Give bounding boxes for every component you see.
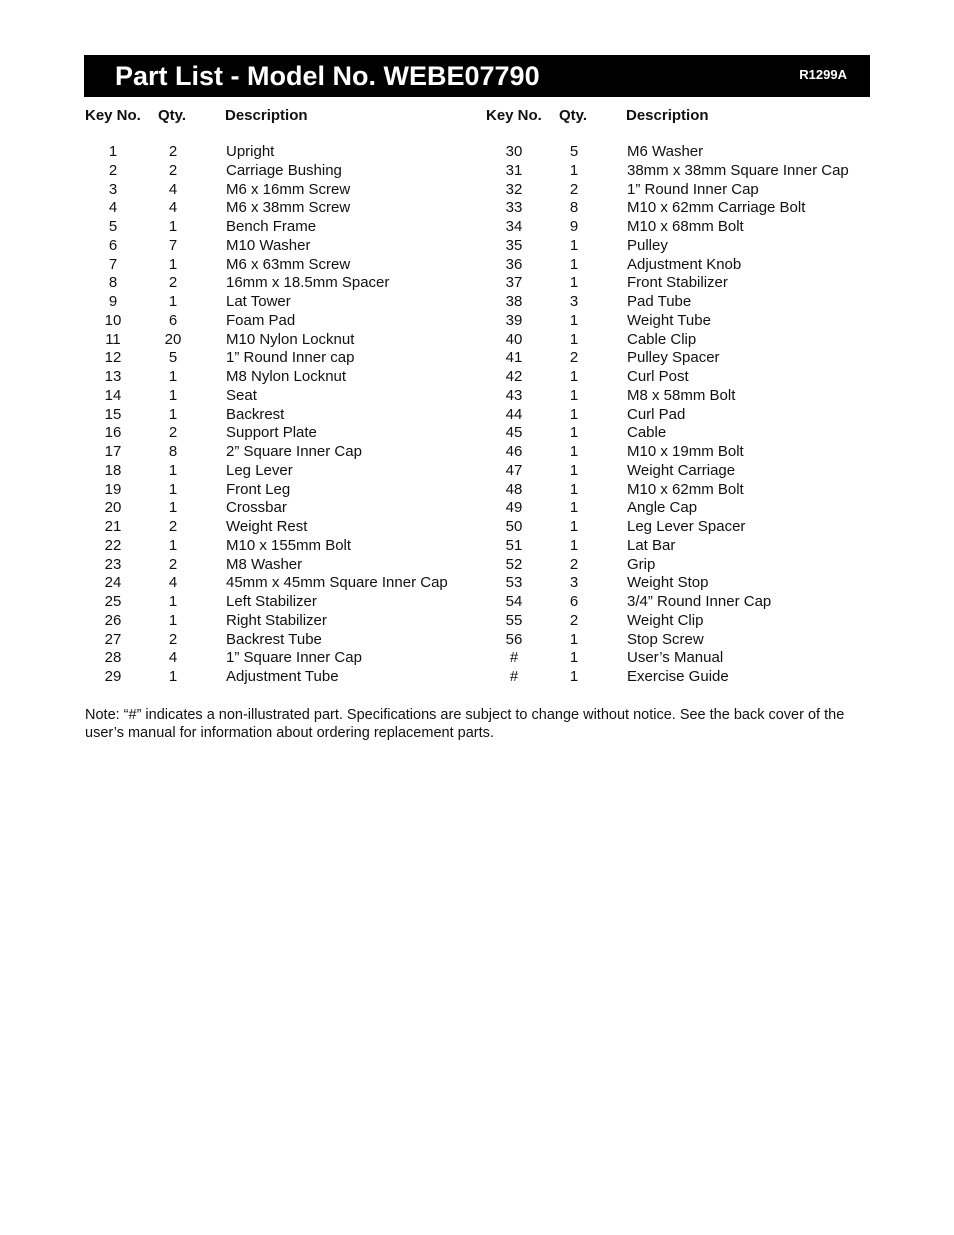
part-row bbox=[486, 349, 886, 368]
part-row bbox=[85, 593, 485, 612]
part-key-no: 6 bbox=[108, 236, 118, 254]
part-row bbox=[85, 556, 485, 575]
part-row bbox=[486, 668, 886, 687]
part-row bbox=[486, 218, 886, 237]
part-qty: 2 bbox=[569, 349, 579, 367]
part-description: Exercise Guide bbox=[627, 668, 729, 685]
part-row bbox=[486, 462, 886, 481]
part-description: Adjustment Tube bbox=[226, 668, 339, 685]
part-description: 2” Square Inner Cap bbox=[226, 443, 362, 460]
part-key-no: 43 bbox=[505, 386, 523, 404]
part-qty: 9 bbox=[569, 218, 579, 235]
part-key-no: 45 bbox=[505, 424, 523, 442]
part-row bbox=[85, 199, 485, 218]
part-key-no: 4 bbox=[108, 199, 118, 217]
part-description: Angle Cap bbox=[627, 499, 698, 517]
part-key-no: 34 bbox=[505, 218, 523, 235]
part-row bbox=[486, 556, 886, 575]
part-description: M10 x 62mm Bolt bbox=[627, 480, 744, 498]
part-description: Weight Clip bbox=[627, 611, 704, 629]
part-key-no: 42 bbox=[505, 368, 523, 385]
part-key-no: 54 bbox=[505, 593, 523, 610]
part-key-no: 13 bbox=[104, 368, 122, 385]
part-key-no: 36 bbox=[505, 255, 523, 273]
part-key-no: 15 bbox=[104, 405, 122, 423]
part-key-no: 29 bbox=[104, 668, 122, 685]
part-row bbox=[486, 181, 886, 200]
part-row bbox=[85, 499, 485, 518]
part-key-no: 16 bbox=[104, 424, 122, 442]
part-qty: 1 bbox=[168, 461, 178, 479]
part-key-no: 47 bbox=[505, 461, 523, 479]
part-key-no: 40 bbox=[505, 330, 523, 348]
part-description: Curl Pad bbox=[627, 405, 686, 423]
part-description: M6 x 38mm Screw bbox=[226, 199, 351, 217]
part-key-no: 33 bbox=[505, 199, 523, 217]
part-qty: 1 bbox=[168, 255, 178, 273]
part-qty: 2 bbox=[168, 555, 178, 573]
part-description: Cable Clip bbox=[627, 330, 697, 348]
part-qty: 1 bbox=[569, 236, 579, 254]
part-qty: 2 bbox=[569, 611, 579, 629]
part-description: Leg Lever Spacer bbox=[627, 518, 746, 535]
part-key-no: 18 bbox=[104, 461, 122, 479]
part-description: Foam Pad bbox=[226, 311, 296, 329]
part-row bbox=[486, 406, 886, 425]
part-key-no: 11 bbox=[105, 330, 121, 348]
part-description: M6 Washer bbox=[627, 143, 704, 160]
page-title: Part List - Model No. WEBE07790 bbox=[115, 61, 540, 91]
part-key-no: 19 bbox=[104, 480, 122, 498]
header-description: Description bbox=[626, 107, 709, 124]
part-row bbox=[486, 443, 886, 462]
part-qty: 4 bbox=[168, 574, 178, 592]
part-qty: 1 bbox=[168, 668, 178, 685]
part-qty: 1 bbox=[569, 649, 579, 667]
part-qty: 20 bbox=[164, 330, 182, 348]
part-key-no: 49 bbox=[505, 499, 523, 517]
part-row bbox=[85, 406, 485, 425]
part-description: User’s Manual bbox=[627, 649, 724, 667]
part-key-no: 28 bbox=[104, 649, 122, 667]
part-description: M8 x 58mm Bolt bbox=[627, 386, 736, 404]
part-key-no: 9 bbox=[108, 293, 118, 310]
part-description: M10 x 19mm Bolt bbox=[627, 443, 744, 460]
part-description: Left Stabilizer bbox=[226, 593, 317, 610]
part-row bbox=[486, 331, 886, 350]
part-qty: 6 bbox=[168, 311, 178, 329]
part-description: Lat Tower bbox=[226, 293, 291, 310]
part-description: Stop Screw bbox=[627, 630, 704, 648]
part-description: 1” Round Inner Cap bbox=[627, 180, 759, 198]
part-description: Backrest bbox=[226, 405, 285, 423]
header-key-no: Key No. bbox=[486, 107, 542, 124]
part-key-no: 44 bbox=[505, 405, 523, 423]
part-qty: 1 bbox=[168, 405, 178, 423]
part-description: Leg Lever bbox=[226, 461, 293, 479]
part-description: Right Stabilizer bbox=[226, 611, 327, 629]
part-row bbox=[486, 481, 886, 500]
part-qty: 3 bbox=[569, 293, 579, 310]
part-row bbox=[486, 612, 886, 631]
part-row bbox=[486, 631, 886, 650]
parts-list-left bbox=[85, 143, 485, 687]
header-qty: Qty. bbox=[158, 107, 187, 124]
part-row bbox=[486, 274, 886, 293]
part-key-no: 22 bbox=[104, 536, 122, 554]
part-key-no: 48 bbox=[505, 480, 523, 498]
part-key-no: 52 bbox=[505, 555, 523, 573]
part-key-no: # bbox=[509, 649, 519, 667]
part-row bbox=[486, 237, 886, 256]
part-qty: 1 bbox=[569, 161, 579, 179]
column-header-row bbox=[85, 106, 485, 126]
part-description: Front Stabilizer bbox=[627, 274, 728, 292]
part-qty: 1 bbox=[168, 593, 178, 610]
part-row bbox=[85, 218, 485, 237]
part-description: Pulley Spacer bbox=[627, 349, 720, 367]
part-description: Seat bbox=[226, 386, 257, 404]
part-description: M6 x 63mm Screw bbox=[226, 255, 351, 273]
part-row bbox=[486, 649, 886, 668]
part-key-no: 21 bbox=[104, 518, 122, 535]
header-qty: Qty. bbox=[559, 107, 588, 124]
document-code: R1299A bbox=[799, 67, 847, 82]
part-key-no: 46 bbox=[505, 443, 523, 460]
part-key-no: 30 bbox=[505, 143, 523, 160]
part-row bbox=[85, 518, 485, 537]
part-qty: 6 bbox=[569, 593, 579, 610]
part-row bbox=[85, 368, 485, 387]
part-description: M8 Nylon Locknut bbox=[226, 368, 347, 385]
part-row bbox=[85, 312, 485, 331]
part-key-no: 5 bbox=[108, 218, 118, 235]
part-qty: 1 bbox=[569, 386, 579, 404]
part-key-no: 35 bbox=[505, 236, 523, 254]
part-description: Front Leg bbox=[226, 480, 291, 498]
part-qty: 2 bbox=[168, 630, 178, 648]
part-row bbox=[85, 443, 485, 462]
part-description: Bench Frame bbox=[226, 218, 317, 235]
part-description: 1” Round Inner cap bbox=[226, 349, 355, 367]
part-key-no: 31 bbox=[505, 161, 523, 179]
column-header-row bbox=[486, 106, 886, 126]
part-qty: 1 bbox=[569, 424, 579, 442]
part-key-no: 23 bbox=[104, 555, 122, 573]
part-key-no: 32 bbox=[505, 180, 523, 198]
part-description: M10 x 155mm Bolt bbox=[226, 536, 352, 554]
part-row bbox=[486, 387, 886, 406]
part-qty: 2 bbox=[168, 161, 178, 179]
part-row bbox=[486, 574, 886, 593]
part-qty: 1 bbox=[569, 255, 579, 273]
part-qty: 4 bbox=[168, 199, 178, 217]
part-description: Curl Post bbox=[627, 368, 689, 385]
header-description: Description bbox=[225, 107, 308, 124]
part-qty: 1 bbox=[569, 330, 579, 348]
part-key-no: 3 bbox=[108, 180, 118, 198]
part-row bbox=[85, 462, 485, 481]
part-description: M6 x 16mm Screw bbox=[226, 180, 351, 198]
part-description: Lat Bar bbox=[627, 536, 676, 554]
part-qty: 1 bbox=[168, 218, 178, 235]
part-description: Adjustment Knob bbox=[627, 255, 742, 273]
part-qty: 1 bbox=[569, 536, 579, 554]
part-description: Weight Stop bbox=[627, 574, 709, 592]
part-key-no: 27 bbox=[104, 630, 122, 648]
part-row bbox=[486, 162, 886, 181]
part-qty: 1 bbox=[168, 536, 178, 554]
part-qty: 1 bbox=[569, 518, 579, 535]
part-qty: 1 bbox=[168, 499, 178, 517]
part-row bbox=[85, 237, 485, 256]
part-description: M8 Washer bbox=[226, 555, 303, 573]
part-qty: 1 bbox=[569, 274, 579, 292]
part-row bbox=[486, 537, 886, 556]
part-row bbox=[85, 256, 485, 275]
part-description: M10 Washer bbox=[226, 236, 311, 254]
part-description: Grip bbox=[627, 555, 656, 573]
part-key-no: 14 bbox=[104, 386, 122, 404]
part-qty: 2 bbox=[168, 518, 178, 535]
part-description: Cable bbox=[627, 424, 667, 442]
part-row bbox=[85, 481, 485, 500]
part-qty: 1 bbox=[168, 611, 178, 629]
part-row bbox=[85, 143, 485, 162]
part-row bbox=[486, 312, 886, 331]
part-row bbox=[85, 293, 485, 312]
part-description: 1” Square Inner Cap bbox=[226, 649, 362, 667]
part-qty: 1 bbox=[168, 480, 178, 498]
part-qty: 1 bbox=[569, 368, 579, 385]
part-description: 45mm x 45mm Square Inner Cap bbox=[226, 574, 448, 592]
parts-column-left bbox=[85, 106, 485, 687]
part-qty: 4 bbox=[168, 649, 178, 667]
part-qty: 5 bbox=[168, 349, 178, 367]
part-row bbox=[85, 631, 485, 650]
parts-column-right bbox=[486, 106, 886, 687]
part-row bbox=[85, 668, 485, 687]
part-qty: 1 bbox=[569, 668, 579, 685]
part-description: Backrest Tube bbox=[226, 630, 322, 648]
part-key-no: 50 bbox=[505, 518, 523, 535]
part-qty: 8 bbox=[569, 199, 579, 217]
part-row bbox=[486, 424, 886, 443]
part-key-no: 25 bbox=[104, 593, 122, 610]
part-key-no: 8 bbox=[108, 274, 118, 292]
part-row bbox=[486, 199, 886, 218]
part-qty: 2 bbox=[168, 424, 178, 442]
part-key-no: 10 bbox=[104, 311, 122, 329]
part-row bbox=[85, 574, 485, 593]
part-key-no: 24 bbox=[104, 574, 122, 592]
part-key-no: 56 bbox=[505, 630, 523, 648]
part-description: Weight Tube bbox=[627, 311, 711, 329]
part-description: Pad Tube bbox=[627, 293, 692, 310]
part-row bbox=[486, 293, 886, 312]
part-row bbox=[85, 612, 485, 631]
part-description: M10 x 68mm Bolt bbox=[627, 218, 744, 235]
part-description: 16mm x 18.5mm Spacer bbox=[226, 274, 390, 292]
part-row bbox=[85, 331, 485, 350]
part-row bbox=[85, 349, 485, 368]
part-description: Weight Rest bbox=[226, 518, 308, 535]
part-qty: 1 bbox=[569, 405, 579, 423]
part-key-no: 41 bbox=[505, 349, 523, 367]
footnote: Note: “#” indicates a non-illustrated part. Specifications are subject to change without notice. See the back cover of the user’s manual for information about ordering replacement parts. bbox=[85, 707, 845, 741]
part-description: M10 Nylon Locknut bbox=[226, 330, 355, 348]
part-qty: 4 bbox=[168, 180, 178, 198]
part-qty: 8 bbox=[168, 443, 178, 460]
part-key-no: 51 bbox=[505, 536, 523, 554]
part-qty: 2 bbox=[569, 180, 579, 198]
part-description: 38mm x 38mm Square Inner Cap bbox=[627, 161, 849, 179]
part-description: Carriage Bushing bbox=[226, 161, 342, 179]
part-qty: 2 bbox=[168, 274, 178, 292]
part-row bbox=[486, 499, 886, 518]
part-key-no: 55 bbox=[505, 611, 523, 629]
part-row bbox=[486, 518, 886, 537]
part-qty: 1 bbox=[569, 443, 579, 460]
part-row bbox=[85, 649, 485, 668]
part-qty: 1 bbox=[168, 386, 178, 404]
part-row bbox=[486, 143, 886, 162]
part-description: Upright bbox=[226, 143, 275, 160]
part-description: Weight Carriage bbox=[627, 461, 736, 479]
part-key-no: 26 bbox=[104, 611, 122, 629]
part-key-no: 39 bbox=[505, 311, 523, 329]
part-row bbox=[85, 387, 485, 406]
part-row bbox=[486, 368, 886, 387]
part-key-no: 38 bbox=[505, 293, 523, 310]
part-row bbox=[85, 162, 485, 181]
part-description: Pulley bbox=[627, 236, 668, 254]
part-key-no: # bbox=[509, 668, 519, 685]
part-row bbox=[85, 274, 485, 293]
part-qty: 7 bbox=[168, 236, 178, 254]
part-key-no: 53 bbox=[505, 574, 523, 592]
part-row bbox=[85, 537, 485, 556]
part-qty: 2 bbox=[168, 143, 178, 160]
part-qty: 1 bbox=[569, 461, 579, 479]
part-qty: 1 bbox=[569, 480, 579, 498]
header-key-no: Key No. bbox=[85, 107, 141, 124]
part-qty: 5 bbox=[569, 143, 579, 160]
part-qty: 1 bbox=[569, 630, 579, 648]
part-qty: 1 bbox=[569, 311, 579, 329]
part-description: M10 x 62mm Carriage Bolt bbox=[627, 199, 806, 217]
part-qty: 3 bbox=[569, 574, 579, 592]
title-bar bbox=[84, 55, 870, 97]
part-row bbox=[486, 593, 886, 612]
part-description: 3/4” Round Inner Cap bbox=[627, 593, 772, 610]
part-description: Support Plate bbox=[226, 424, 317, 442]
part-qty: 1 bbox=[168, 368, 178, 385]
part-row bbox=[85, 181, 485, 200]
part-qty: 1 bbox=[168, 293, 178, 310]
part-key-no: 20 bbox=[104, 499, 122, 517]
part-key-no: 7 bbox=[108, 255, 118, 273]
part-description: Crossbar bbox=[226, 499, 287, 517]
part-row bbox=[486, 256, 886, 275]
part-row bbox=[85, 424, 485, 443]
part-key-no: 37 bbox=[505, 274, 523, 292]
part-key-no: 12 bbox=[104, 349, 122, 367]
part-qty: 1 bbox=[569, 499, 579, 517]
part-key-no: 17 bbox=[104, 443, 122, 460]
part-key-no: 2 bbox=[108, 161, 118, 179]
part-qty: 2 bbox=[569, 555, 579, 573]
parts-list-right bbox=[486, 143, 886, 687]
part-key-no: 1 bbox=[108, 143, 118, 160]
